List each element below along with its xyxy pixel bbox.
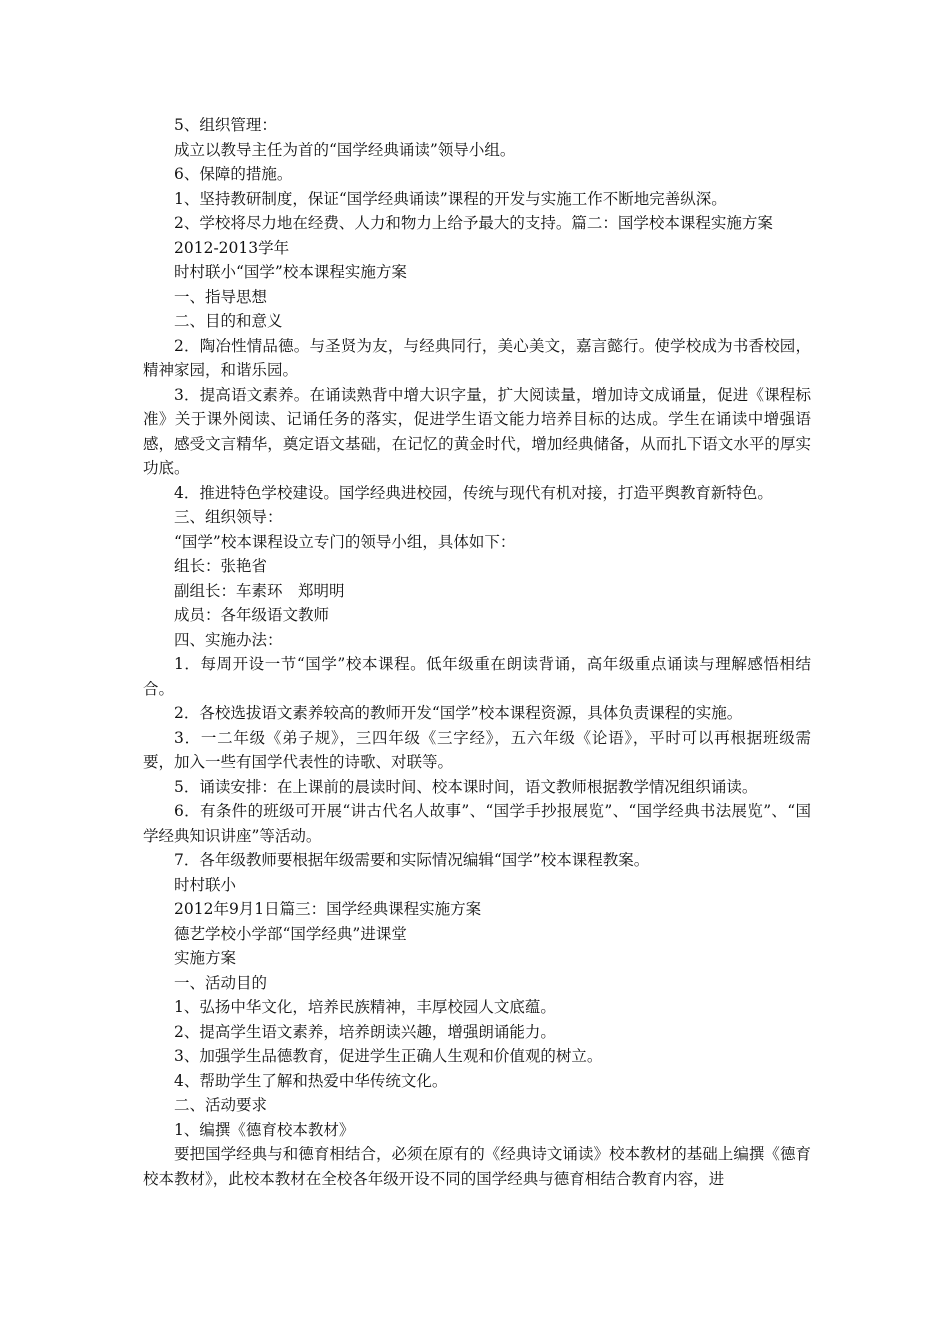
paragraph: 德艺学校小学部“国学经典”进课堂 xyxy=(174,924,407,943)
paragraph: 组长：张艳省 xyxy=(174,557,268,575)
paragraph: 副组长：车素环 郑明明 xyxy=(174,581,345,600)
paragraph: 时村联小 xyxy=(174,875,237,894)
paragraph: 2、提高学生语文素养，培养朗读兴趣，增强朗诵能力。 xyxy=(174,1022,556,1041)
paragraph: 3、加强学生品德教育，促进学生正确人生观和价值观的树立。 xyxy=(174,1047,603,1065)
section-heading: 二、目的和意义 xyxy=(174,312,283,330)
section-heading: 三、组织领导： xyxy=(174,508,283,526)
document-body xyxy=(143,113,811,1191)
paragraph: 2012-2013学年 xyxy=(174,238,290,257)
paragraph: 要把国学经典与和德育相结合，必须在原有的《经典诗文诵读》校本教材的基础上编撰《德育校本教材》，此校本教材在全校各年级开设不同的国学经典与德育相结合教育内容，进 xyxy=(143,1145,811,1188)
section-heading: 一、活动目的 xyxy=(174,973,268,992)
paragraph: 1、坚持教研制度，保证“国学经典诵读”课程的开发与实施工作不断地完善纵深。 xyxy=(174,189,727,208)
paragraph: 3．一二年级《弟子规》，三四年级《三字经》，五六年级《论语》，平时可以再根据班级需要，加入一些有国学代表性的诗歌、对联等。 xyxy=(143,728,811,771)
paragraph: 时村联小“国学”校本课程实施方案 xyxy=(174,263,407,281)
section-heading: 四、实施办法： xyxy=(174,630,283,649)
section-heading: 一、指导思想 xyxy=(174,287,268,306)
paragraph: 2、学校将尽力地在经费、人力和物力上给予最大的支持。篇二：国学校本课程实施方案 xyxy=(174,214,773,232)
paragraph: 6．有条件的班级可开展“讲古代名人故事”、“国学手抄报展览”、“国学经典书法展览”、“国学经典知识讲座”等活动。 xyxy=(143,802,811,845)
paragraph: 5、组织管理： xyxy=(174,116,277,134)
paragraph: 2．各校选拔语文素养较高的教师开发“国学”校本课程资源，具体负责课程的实施。 xyxy=(174,704,743,722)
paragraph: 3．提高语文素养。在诵读熟背中增大识字量，扩大阅读量，增加诗文成诵量，促进《课程标准》关于课外阅读、记诵任务的落实，促进学生语文能力培养目标的达成。学生在诵读中增强语感，感受文言精华，奠定语文基础，在记忆的黄金时代，增加经典储备，从而扎下语文水平的厚实功底。 xyxy=(143,385,811,477)
section-heading: 二、活动要求 xyxy=(174,1096,268,1114)
paragraph: 7．各年级教师要根据年级需要和实际情况编辑“国学”校本课程教案。 xyxy=(174,851,650,869)
paragraph: 1、编撰《德育校本教材》 xyxy=(174,1120,355,1139)
paragraph: 1、弘扬中华文化，培养民族精神，丰厚校园人文底蕴。 xyxy=(174,998,556,1016)
paragraph: 4．推进特色学校建设。国学经典进校园，传统与现代有机对接，打造平舆教育新特色。 xyxy=(174,483,773,502)
paragraph: “国学”校本课程设立专门的领导小组，具体如下： xyxy=(174,532,516,551)
paragraph: 实施方案 xyxy=(174,949,237,967)
paragraph: 成员：各年级语文教师 xyxy=(174,606,330,624)
paragraph: 1．每周开设一节“国学”校本课程。低年级重在朗读背诵，高年级重点诵读与理解感悟相结合。 xyxy=(143,655,811,698)
paragraph: 5．诵读安排：在上课前的晨读时间、校本课时间，语文教师根据教学情况组织诵读。 xyxy=(174,777,758,796)
paragraph: 2012年9月1日篇三：国学经典课程实施方案 xyxy=(174,900,482,918)
paragraph: 成立以教导主任为首的“国学经典诵读”领导小组。 xyxy=(174,140,516,159)
paragraph: 4、帮助学生了解和热爱中华传统文化。 xyxy=(174,1071,448,1090)
paragraph: 2．陶冶性情品德。与圣贤为友，与经典同行，美心美文，嘉言懿行。使学校成为书香校园，精神家园，和谐乐园。 xyxy=(143,336,811,379)
paragraph: 6、保障的措施。 xyxy=(174,165,293,183)
